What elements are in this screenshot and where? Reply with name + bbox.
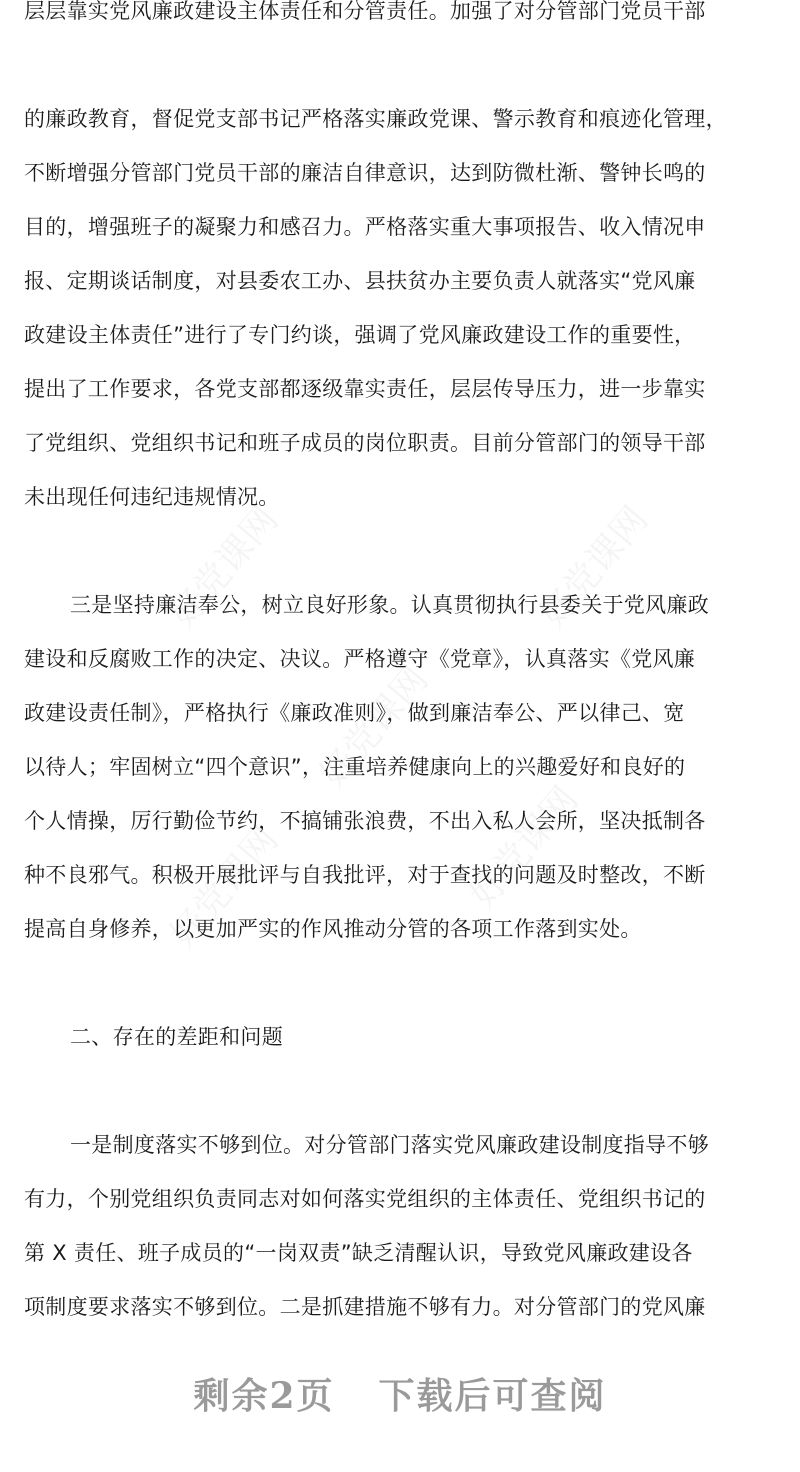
paragraph-line: 的廉政教育，督促党支部书记严格落实廉政党课、警示教育和痕迹化管理，	[24, 107, 727, 131]
paragraph-gap	[24, 956, 780, 1010]
paragraph-line: 个人情操，厉行勤俭节约，不搞铺张浪费，不出入私人会所，坚决抵制各	[24, 809, 706, 833]
paragraph-line: 政建设主体责任”进行了专门约谈，强调了党风廉政建设工作的重要性，	[24, 323, 696, 347]
section-heading: 二、存在的差距和问题	[70, 1025, 283, 1049]
paragraph-line: 种不良邪气。积极开展批评与自我批评，对于查找的问题及时整改，不断	[24, 863, 706, 887]
paragraph-line: 了党组织、党组织书记和班子成员的岗位职责。目前分管部门的领导干部	[24, 431, 706, 455]
download-prompt[interactable]	[0, 1368, 800, 1419]
paragraph-line: 层层靠实党风廉政建设主体责任和分管责任。加强了对分管部门党员干部	[24, 0, 706, 23]
paragraph-line: 不断增强分管部门党员干部的廉洁自律意识，达到防微杜渐、警钟长鸣的	[24, 161, 706, 185]
paragraph-line: 目的，增强班子的凝聚力和感召力。严格落实重大事项报告、收入情况申	[24, 215, 706, 239]
paragraph-line: 报、定期谈话制度，对县委农工办、县扶贫办主要负责人就落实“党风廉	[24, 269, 696, 293]
download-to-view-text: 下载后可查阅	[378, 1375, 607, 1417]
paragraph-line: 一是制度落实不够到位。对分管部门落实党风廉政建设制度指导不够	[70, 1133, 709, 1157]
watermark: 好党课网	[312, 659, 437, 796]
paragraph-line: 项制度要求落实不够到位。二是抓建措施不够有力。对分管部门的党风廉	[24, 1295, 706, 1319]
paragraph-line: 提出了工作要求，各党支部都逐级靠实责任，层层传导压力，进一步靠实	[24, 377, 706, 401]
paragraph-line: 政建设责任制》，严格执行《廉政准则》，做到廉洁奉公、严以律己、宽	[24, 701, 685, 725]
paragraph-line: 未出现任何违纪违规情况。	[24, 485, 280, 509]
paragraph-line: 建设和反腐败工作的决定、决议。严格遵守《党章》，认真落实《党风廉	[24, 647, 696, 671]
paragraph-line: 有力，个别党组织负责同志对如何落实党组织的主体责任、党组织书记的	[24, 1187, 706, 1211]
paragraph-line: 三是坚持廉洁奉公，树立良好形象。认真贯彻执行县委关于党风廉政	[70, 593, 709, 617]
watermark: 好党课网	[162, 819, 287, 956]
remaining-pages-text: 剩余2页	[193, 1375, 335, 1417]
paragraph-line: 第 X 责任、班子成员的“一岗双责”缺乏清醒认识，导致党风廉政建设各	[24, 1241, 693, 1265]
watermark: 好党课网	[532, 499, 657, 636]
paragraph-line: 以待人；牢固树立“四个意识”，注重培养健康向上的兴趣爱好和良好的	[24, 755, 686, 779]
watermark: 好党课网	[162, 499, 287, 636]
paragraph-line: 提高自身修养，以更加严实的作风推动分管的各项工作落到实处。	[24, 917, 642, 941]
watermark: 好党课网	[462, 779, 587, 916]
document-body	[24, 0, 780, 1334]
paragraph-gap	[24, 524, 780, 578]
paragraph-gap	[24, 1064, 780, 1118]
line-gap	[24, 38, 780, 92]
